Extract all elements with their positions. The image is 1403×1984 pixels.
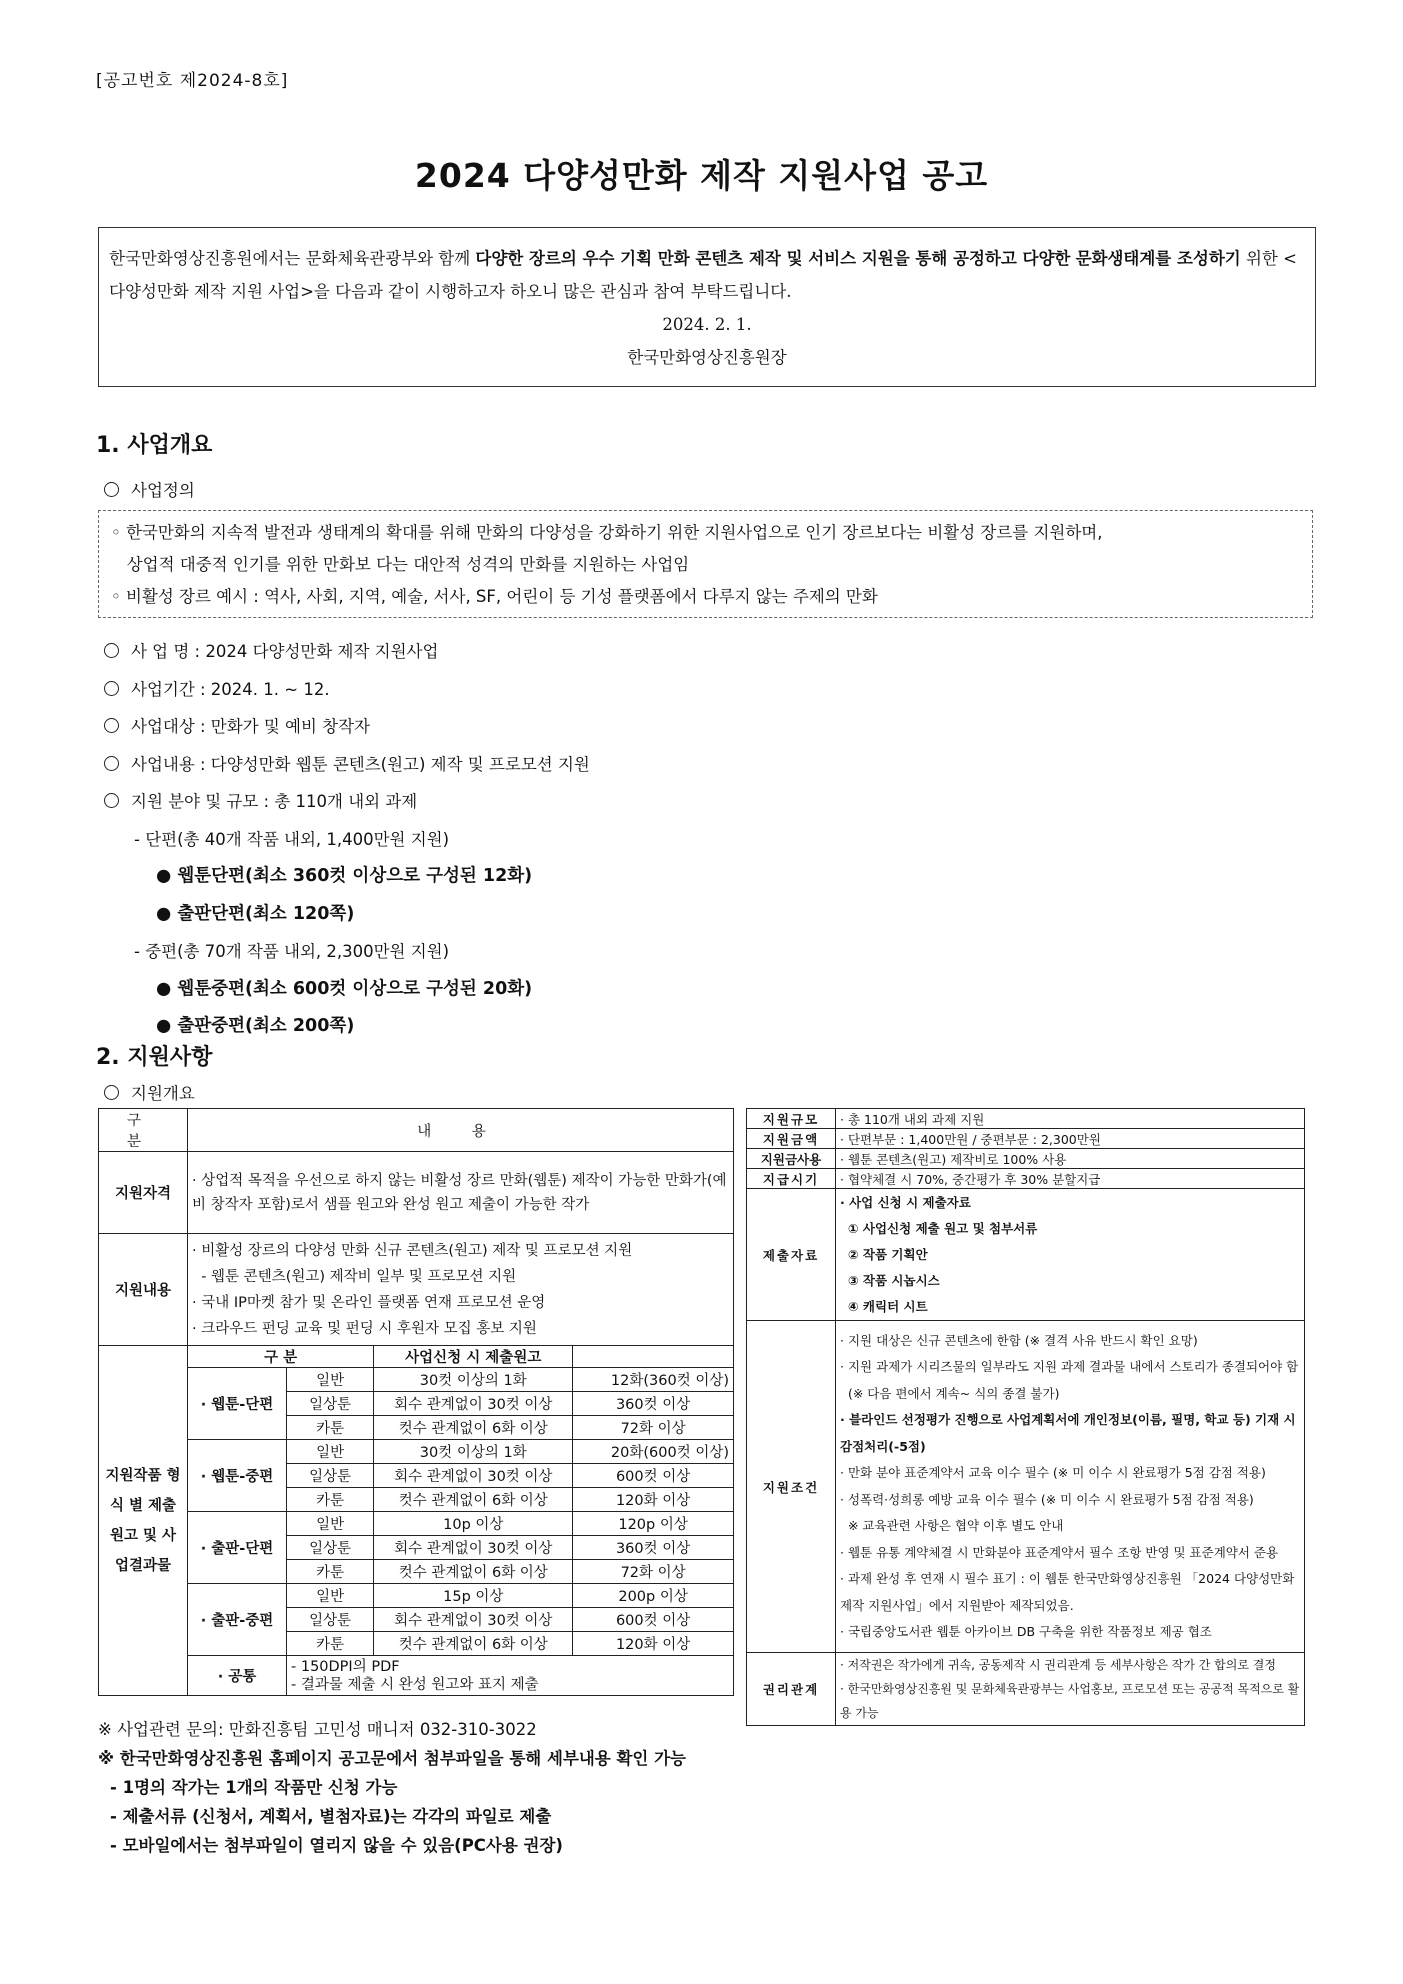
overview-label: 지원개요 [104, 1080, 195, 1104]
table-cell: 600컷 이상 [573, 1464, 734, 1488]
docs-line: · 사업 신청 시 제출자료 [840, 1194, 971, 1210]
cond-line: · 만화 분야 표준계약서 교육 이수 필수 (※ 미 이수 시 완료평가 5점 감점 적용) [840, 1465, 1266, 1480]
docs-cell [836, 1189, 1305, 1321]
cond-line: · 지원 과제가 시리즈물의 일부라도 지원 과제 결과물 내에서 스토리가 종결되어야 함 [840, 1359, 1299, 1374]
scale-text: · 총 110개 내외 과제 지원 [836, 1109, 1305, 1129]
section1-heading: 1. 사업개요 [96, 433, 213, 458]
docs-line: ② 작품 기획안 [848, 1246, 928, 1262]
table-cell: 카툰 [287, 1560, 374, 1584]
table-cell: 회수 관계없이 30컷 이상 [374, 1392, 573, 1416]
definition-line: ◦ 비활성 장르 예시 : 역사, 사회, 지역, 예술, 서사, SF, 어린이 등 기성 플랫폼에서 다루지 않는 주제의 만화 [111, 587, 878, 606]
amount-text: · 단편부문 : 1,400만원 / 중편부문 : 2,300만원 [836, 1129, 1305, 1149]
table-cell: 컷수 관계없이 6화 이상 [374, 1560, 573, 1584]
table-cell: 360컷 이상 [573, 1392, 734, 1416]
cond-label: 지원조건 [747, 1321, 836, 1653]
table-cell: 일반 [287, 1368, 374, 1392]
footer-bullet: - 1명의 작가는 1개의 작품만 신청 가능 [110, 1778, 398, 1797]
short-label: - 단편(총 40개 작품 내외, 1,400만원 지원) [134, 829, 450, 849]
footer-bullet: - 모바일에서는 첨부파일이 열리지 않을 수 있음(PC사용 권장) [110, 1836, 563, 1855]
table-cell: 카툰 [287, 1488, 374, 1512]
short-item: ● 웹툰단편(최소 360컷 이상으로 구성된 12화) [156, 866, 533, 886]
group-name: · 웹툰-단편 [188, 1368, 287, 1440]
table-cell: 일반 [287, 1584, 374, 1608]
circle-bullet-icon [104, 643, 119, 658]
footer [98, 1715, 686, 1860]
list-item: 지원 분야 및 규모 : 총 110개 내외 과제 [104, 783, 590, 821]
table-cell: 회수 관계없이 30컷 이상 [374, 1608, 573, 1632]
definition-box [98, 510, 1313, 618]
definition-line: ◦ 한국만화의 지속적 발전과 생태계의 확대를 위해 만화의 다양성을 강화하기 위한 지원사업으로 인기 장르보다는 비활성 장르를 지원하며, [111, 523, 1103, 542]
definition-label: 사업정의 [104, 477, 195, 501]
cond-line: · 지원 대상은 신규 콘텐츠에 한함 (※ 결격 사유 반드시 확인 요망) [840, 1332, 1198, 1348]
intro-date: 2024. 2. 1. [662, 315, 752, 334]
table-cell: 600컷 이상 [573, 1608, 734, 1632]
table-cell: 200p 이상 [573, 1584, 734, 1608]
amount-label: 지원금액 [747, 1129, 836, 1149]
use-label: 지원금사용 [747, 1149, 836, 1169]
pay-label: 지급시기 [747, 1169, 836, 1189]
table-cell: 20화(600컷 이상) [573, 1440, 734, 1464]
common-cell [287, 1656, 734, 1696]
table-cell: 카툰 [287, 1632, 374, 1656]
cond-line: · 성폭력·성희롱 예방 교육 이수 필수 (※ 미 이수 시 완료평가 5점 감점 적용) [840, 1491, 1254, 1507]
table-cell: 30컷 이상의 1화 [374, 1440, 573, 1464]
table-cell: 120화 이상 [573, 1632, 734, 1656]
cond-cell [836, 1321, 1305, 1653]
table-header: 내 용 [188, 1109, 734, 1152]
table-cell: 회수 관계없이 30컷 이상 [374, 1536, 573, 1560]
cond-line: · 국립중앙도서관 웹툰 아카이브 DB 구축을 위한 작품정보 제공 협조 [840, 1624, 1212, 1639]
rights-line: · 저작권은 작가에게 귀속, 공동제작 시 권리관계 등 세부사항은 작가 간 합의로 결정 [840, 1658, 1276, 1672]
table-cell: 일상툰 [287, 1536, 374, 1560]
table-cell: 회수 관계없이 30컷 이상 [374, 1464, 573, 1488]
format-head [573, 1346, 734, 1368]
table-cell: 일반 [287, 1512, 374, 1536]
intro-bold-text-2: 문화생태계를 조성하기 [1075, 249, 1241, 268]
table-cell: 120화 이상 [573, 1488, 734, 1512]
mid-item: ● 웹툰중편(최소 600컷 이상으로 구성된 20화) [156, 978, 533, 999]
section2-heading: 2. 지원사항 [96, 1045, 213, 1070]
content-line: · 크라우드 펀딩 교육 및 펀딩 시 후원자 모집 홍보 지원 [192, 1320, 537, 1337]
list-item: 사업내용 : 다양성만화 웹툰 콘텐츠(원고) 제작 및 프로모션 지원 [104, 746, 590, 784]
overview-items [104, 633, 590, 1046]
docs-line: ① 사업신청 제출 원고 및 첨부서류 [848, 1220, 1038, 1236]
mid-label: - 중편(총 70개 작품 내외, 2,300만원 지원) [134, 942, 450, 961]
common-label: · 공통 [188, 1656, 287, 1696]
format-head: 사업신청 시 제출원고 [374, 1346, 573, 1368]
table-cell: 컷수 관계없이 6화 이상 [374, 1416, 573, 1440]
content-label: 지원내용 [99, 1234, 188, 1346]
table-cell: 72화 이상 [573, 1560, 734, 1584]
group-name: · 웹툰-중편 [188, 1440, 287, 1512]
list-item: 사 업 명 : 2024 다양성만화 제작 지원사업 [104, 633, 590, 671]
table-cell: 일상툰 [287, 1392, 374, 1416]
table-cell: 컷수 관계없이 6화 이상 [374, 1488, 573, 1512]
inquiry-text: ※ 사업관련 문의: 만화진흥팀 고민성 매니저 032-310-3022 [98, 1720, 537, 1739]
format-head: 구 분 [188, 1346, 374, 1368]
rights-label: 권리관계 [747, 1653, 836, 1726]
support-table [98, 1108, 734, 1696]
intro-signer: 한국만화영상진흥원장 [627, 348, 787, 367]
support-detail-table [746, 1108, 1305, 1726]
page-title: 2024 다양성만화 제작 지원사업 공고 [414, 156, 989, 195]
common-line: - 150DPI의 PDF [291, 1658, 400, 1675]
docs-line: ③ 작품 시놉시스 [848, 1272, 940, 1288]
intro-text-2: 위한 <다양성만화 제작 지원 사업>을 다음과 같이 시행하고자 하오니 많은 관심과 참여 부탁드립니다. [109, 249, 1297, 301]
cond-line: ※ 교육관련 사항은 협약 이후 별도 안내 [840, 1518, 1064, 1533]
mid-item: ● 출판중편(최소 200쪽) [156, 1016, 355, 1036]
footer-bullet: - 제출서류 (신청서, 계획서, 별첨자료)는 각각의 파일로 제출 [110, 1807, 552, 1826]
scale-label: 지원규모 [747, 1109, 836, 1129]
circle-bullet-icon [104, 756, 119, 771]
definition-line: 상업적 대중적 인기를 위한 만화보 다는 대안적 성격의 만화를 지원하는 사업임 [111, 555, 690, 574]
table-cell: 120p 이상 [573, 1512, 734, 1536]
table-cell: 일상툰 [287, 1608, 374, 1632]
content-cell [188, 1234, 734, 1346]
pay-text: · 협약체결 시 70%, 중간평가 후 30% 분할지급 [836, 1169, 1305, 1189]
notice-number: [공고번호 제2024-8호] [96, 71, 289, 91]
cond-line: · 웹툰 유통 계약체결 시 만화분야 표준계약서 필수 조항 반영 및 표준계약서 준용 [840, 1544, 1279, 1560]
rights-line: · 한국만화영상진흥원 및 문화체육관광부는 사업홍보, 프로모션 또는 공공적 목적으로 활용 가능 [840, 1682, 1300, 1720]
circle-bullet-icon [104, 681, 119, 696]
table-cell: 10p 이상 [374, 1512, 573, 1536]
docs-label: 제출자료 [747, 1189, 836, 1321]
cond-line: (※ 다음 편에서 계속~ 식의 종결 불가) [840, 1385, 1060, 1401]
cond-line: · 과제 완성 후 연재 시 필수 표기 : 이 웹툰 한국만화영상진흥원 「2024 다양성만화 제작 지원사업」에서 지원받아 제작되었음. [840, 1571, 1295, 1613]
list-item: 사업대상 : 만화가 및 예비 창작자 [104, 708, 590, 746]
footer-notice: ※ 한국만화영상진흥원 홈페이지 공고문에서 첨부파일을 통해 세부내용 확인 가능 [98, 1749, 686, 1768]
table-cell: 컷수 관계없이 6화 이상 [374, 1632, 573, 1656]
group-name: · 출판-중편 [188, 1584, 287, 1656]
table-cell: 일상툰 [287, 1464, 374, 1488]
content-line: · 비활성 장르의 다양성 만화 신규 콘텐츠(원고) 제작 및 프로모션 지원 [192, 1242, 633, 1259]
format-label: 지원작품 형식 별 제출원고 및 사업결과물 [99, 1346, 188, 1696]
circle-bullet-icon [104, 718, 119, 733]
table-header: 구 분 [99, 1109, 188, 1152]
circle-bullet-icon [104, 482, 119, 497]
cond-line: · 블라인드 선정평가 진행으로 사업계획서에 개인정보(이름, 필명, 학교 등) 기재 시 감점처리(-5점) [840, 1412, 1296, 1454]
table-cell: 360컷 이상 [573, 1536, 734, 1560]
table-cell: 일반 [287, 1440, 374, 1464]
table-cell: 12화(360컷 이상) [573, 1368, 734, 1392]
intro-paragraph [109, 242, 1305, 308]
intro-box [98, 227, 1316, 387]
intro-bold-text: 다양한 장르의 우수 기획 만화 콘텐츠 제작 및 서비스 지원을 통해 공정하고 다양한 [475, 249, 1071, 268]
common-line: - 결과물 제출 시 완성 원고와 표지 제출 [291, 1676, 539, 1693]
group-name: · 출판-단편 [188, 1512, 287, 1584]
table-cell: 30컷 이상의 1화 [374, 1368, 573, 1392]
docs-line: ④ 캐릭터 시트 [848, 1298, 928, 1314]
circle-bullet-icon [104, 1085, 119, 1100]
content-line: · 국내 IP마켓 참가 및 온라인 플랫폼 연재 프로모션 운영 [192, 1294, 546, 1311]
rights-cell [836, 1653, 1305, 1726]
table-cell: 카툰 [287, 1416, 374, 1440]
use-text: · 웹툰 콘텐츠(원고) 제작비로 100% 사용 [836, 1149, 1305, 1169]
table-cell: 15p 이상 [374, 1584, 573, 1608]
eligibility-text: · 상업적 목적을 우선으로 하지 않는 비활성 장르 만화(웹툰) 제작이 가능한 만화가(예비 창작자 포함)로서 샘플 원고와 완성 원고 제출이 가능한 작가 [188, 1152, 734, 1234]
content-line: - 웹툰 콘텐츠(원고) 제작비 일부 및 프로모션 지원 [192, 1268, 517, 1285]
table-cell: 72화 이상 [573, 1416, 734, 1440]
short-item: ● 출판단편(최소 120쪽) [156, 903, 355, 924]
eligibility-label: 지원자격 [99, 1152, 188, 1234]
intro-text: 한국만화영상진흥원에서는 문화체육관광부와 함께 [109, 249, 476, 268]
list-item: 사업기간 : 2024. 1. ~ 12. [104, 671, 590, 709]
circle-bullet-icon [104, 793, 119, 808]
